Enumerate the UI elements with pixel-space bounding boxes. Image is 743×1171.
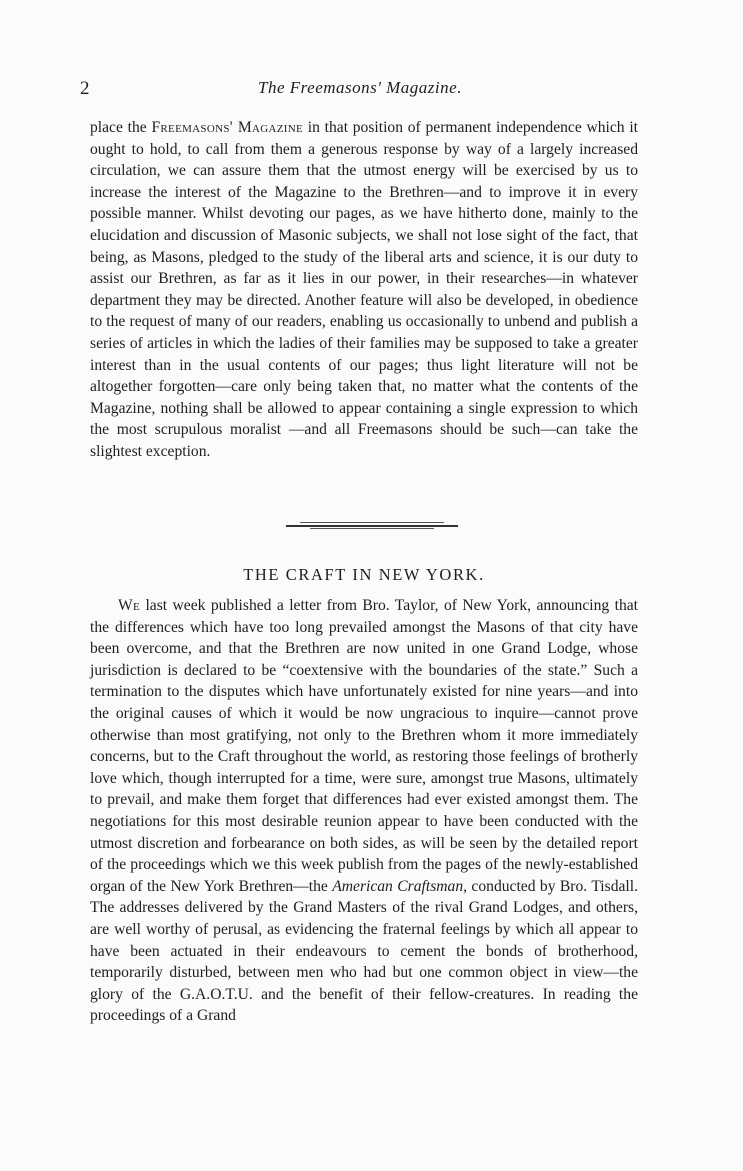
page-header bbox=[80, 78, 640, 102]
page-number: 2 bbox=[80, 78, 90, 99]
paragraph-intro bbox=[90, 117, 638, 463]
running-title: The Freemasons' Magazine. bbox=[258, 78, 462, 97]
article-text-part-1: last week published a letter from Bro. Taylor, of New York, announcing that the differences which have too long prevailed amongst the Masons of that city have been overcome, and that the Brethren are now united in one Grand Lodge, whose jurisdiction is declared to be “coextensive with the boundaries of the state.” Such a termination to the disputes which have unfortunately existed for nine years—and into the original causes of which it would be now ungracious to inquire—cannot prove otherwise than most gratifying, not only to the Brethren whom it more immediately concerns, but to the Craft throughout the world, as restoring those feelings of brotherly love which, though interrupted for a time, were sure, amongst true Masons, ultimately to prevail, and make them forget that differences had ever existed amongst them. The negotiations for this most desirable reunion appear to have been conducted with the utmost discretion and forbearance on both sides, as will be seen by the detailed report of the proceedings which we this week publish from the pages of the newly-established organ of the New York Brethren—the bbox=[90, 597, 638, 895]
paragraph-intro-lead: place the bbox=[90, 119, 152, 136]
paragraph-article bbox=[90, 595, 638, 1027]
organ-name: American Craftsman bbox=[332, 877, 464, 895]
article-lead-word: We bbox=[118, 597, 141, 614]
article-title: THE CRAFT IN NEW YORK. bbox=[243, 565, 485, 584]
section-divider bbox=[286, 522, 458, 529]
magazine-name: Freemasons' Magazine bbox=[151, 119, 304, 136]
paragraph-intro-text: in that position of permanent independence which it ought to hold, to call from them a generous response by way of a largely increased circulation, we can assure them that the utmost energy will be exercised by us to increase the interest of the Magazine to the Brethren—and to improve it in every possible manner. Whilst devoting our pages, as we have hitherto done, mainly to the elucidation and discussion of Masonic subjects, we shall not lose sight of the fact, that being, as Masons, pledged to the study of the liberal arts and science, it is our duty to assist our Brethren, as far as it lies in our power, in their researches—in whatever department they may be directed. Another feature will also be developed, in obedience to the request of many of our readers, enabling us occasionally to unbend and publish a series of articles in which the ladies of their families may be supposed to take a greater interest than in the usual contents of our pages; thus light literature will not be altogether forgotten—care only being taken that, no matter what the contents of the Magazine, nothing shall be allowed to appear containing a single expression to which the most scrupulous moralist —and all Freemasons should be such—can take the slightest exception. bbox=[90, 119, 639, 460]
article-text-part-2: , conducted by Bro. Tisdall. The addresses delivered by the Grand Masters of the rival Grand Lodges, and others, are well worthy of perusal, as evidencing the fraternal feelings by which all appear to have been actuated in their endeavours to cement the bonds of brotherhood, temporarily disturbed, between men who had but one common object in view—the glory of the G.A.O.T.U. and the benefit of their fellow-creatures. In reading the proceedings of a Grand bbox=[90, 877, 638, 1025]
